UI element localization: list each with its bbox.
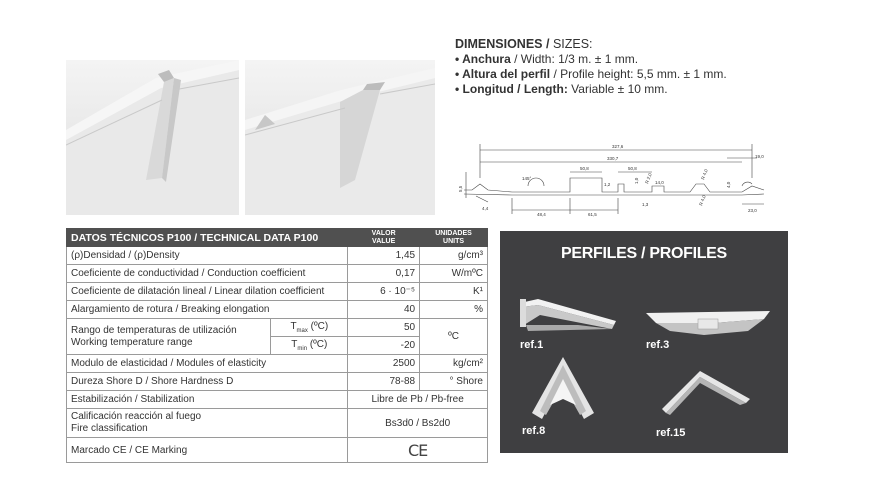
ce-mark-icon: CE bbox=[407, 440, 428, 460]
fire-value: Bs3d0 / Bs2d0 bbox=[348, 409, 488, 438]
dim-label-327-6: 327,6 bbox=[612, 144, 624, 149]
table-row bbox=[67, 247, 488, 265]
dimensions-block bbox=[455, 37, 855, 97]
row-value: Libre de Pb / Pb-free bbox=[348, 391, 488, 409]
fire-property: Calificación reacción al fuego Fire classification bbox=[67, 409, 348, 438]
table-row-ce bbox=[67, 438, 488, 463]
row-property: Estabilización / Stabilization bbox=[67, 391, 348, 409]
row-property: Modulo de elasticidad / Modules of elasticity bbox=[67, 355, 348, 373]
table-row bbox=[67, 265, 488, 283]
profile-ref15-image bbox=[660, 369, 752, 415]
row-value: 40 bbox=[348, 301, 420, 319]
profile-ref15-label: ref.15 bbox=[656, 427, 686, 439]
row-unit: g/cm³ bbox=[420, 247, 488, 265]
profiles-title: PERFILES / PROFILES bbox=[561, 245, 727, 262]
row-value: 78-88 bbox=[348, 373, 420, 391]
profile-ref1-image bbox=[518, 295, 618, 335]
profiles-panel bbox=[500, 231, 788, 453]
dim-label-r2: R 2,0 bbox=[644, 172, 653, 185]
table-header bbox=[67, 229, 488, 247]
dim-label-5-5: 5,5 bbox=[458, 185, 463, 192]
profile-ref8-image bbox=[530, 355, 596, 421]
dim-label-50-8-a: 50,8 bbox=[580, 166, 589, 171]
row-value: 1,45 bbox=[348, 247, 420, 265]
row-value: 6 · 10⁻⁵ bbox=[348, 283, 420, 301]
temperature-unit: ºC bbox=[420, 319, 488, 355]
dim-label-4-4: 4,4 bbox=[482, 206, 489, 211]
dim-label-r4-a: R 4,0 bbox=[700, 168, 709, 181]
dim-label-23-0: 23,0 bbox=[748, 208, 757, 213]
row-property: Alargamiento de rotura / Breaking elongation bbox=[67, 301, 348, 319]
row-property: Marcado CE / CE Marking bbox=[67, 438, 348, 463]
dimension-length: • Longitud / Length: Variable ± 10 mm. bbox=[455, 82, 668, 96]
dim-label-angle: 145° bbox=[522, 176, 532, 181]
col-units-header: UNIDADES UNITS bbox=[420, 229, 488, 247]
dimensions-title bbox=[455, 37, 855, 52]
dim-label-1-2: 1,2 bbox=[604, 182, 611, 187]
dimensions-title-bold: DIMENSIONES / bbox=[455, 37, 550, 51]
table-row bbox=[67, 355, 488, 373]
table-row bbox=[67, 373, 488, 391]
row-property: Coeficiente de conductividad / Conduction coefficient bbox=[67, 265, 348, 283]
profile-technical-drawing bbox=[452, 128, 782, 224]
profile-ref3-image bbox=[644, 309, 772, 339]
dim-label-1-0: 1,0 bbox=[634, 177, 639, 184]
dim-label-48-4: 48,4 bbox=[537, 212, 546, 217]
profile-ref8-label: ref.8 bbox=[522, 425, 546, 437]
table-title: DATOS TÉCNICOS P100 / TECHNICAL DATA P100 bbox=[67, 229, 348, 247]
row-value: 0,17 bbox=[348, 265, 420, 283]
row-property: Coeficiente de dilatación lineal / Linear dilation coefficient bbox=[67, 283, 348, 301]
row-unit: ° Shore bbox=[420, 373, 488, 391]
tmin-value: -20 bbox=[348, 337, 420, 355]
dim-label-50-8-b: 50,8 bbox=[628, 166, 637, 171]
technical-data-table bbox=[66, 228, 488, 463]
row-value: 2500 bbox=[348, 355, 420, 373]
dimension-width: • Anchura / Width: 1/3 m. ± 1 mm. bbox=[455, 52, 639, 66]
product-photo-2 bbox=[245, 60, 435, 215]
dim-label-330-7: 330,7 bbox=[607, 156, 619, 161]
dim-label-1-3: 1,3 bbox=[642, 202, 649, 207]
row-unit: kg/cm² bbox=[420, 355, 488, 373]
row-unit: % bbox=[420, 301, 488, 319]
dim-label-19-0: 19,0 bbox=[755, 154, 764, 159]
table-row-temperature bbox=[67, 319, 488, 337]
dimension-height: • Altura del perfil / Profile height: 5,5 mm. ± 1 mm. bbox=[455, 67, 727, 81]
dim-label-4-0: 4,0 bbox=[726, 181, 731, 188]
ce-mark-cell bbox=[348, 438, 488, 463]
dim-label-61-5: 61,5 bbox=[588, 212, 597, 217]
row-unit: W/mºC bbox=[420, 265, 488, 283]
tmax-value: 50 bbox=[348, 319, 420, 337]
dimensions-title-light: SIZES: bbox=[549, 37, 593, 51]
table-row bbox=[67, 391, 488, 409]
table-row-fire bbox=[67, 409, 488, 438]
table-row bbox=[67, 301, 488, 319]
dim-label-r4-b: R 4,0 bbox=[698, 194, 707, 207]
tmax-label: $T_{max}$ (ºC) bbox=[271, 319, 348, 337]
dim-label-14-0: 14,0 bbox=[655, 180, 664, 185]
row-property: Dureza Shore D / Shore Hardness D bbox=[67, 373, 348, 391]
table-row bbox=[67, 283, 488, 301]
row-property: (ρ)Densidad / (ρ)Density bbox=[67, 247, 348, 265]
tmin-label: $T_{min}$ (ºC) bbox=[271, 337, 348, 355]
profile-ref1-label: ref.1 bbox=[520, 339, 544, 351]
row-unit: K¹ bbox=[420, 283, 488, 301]
profile-ref3-label: ref.3 bbox=[646, 339, 670, 351]
col-value-header: VALOR VALUE bbox=[348, 229, 420, 247]
product-photo-1 bbox=[66, 60, 239, 215]
temperature-property: Rango de temperaturas de utilización Working temperature range bbox=[67, 319, 271, 355]
